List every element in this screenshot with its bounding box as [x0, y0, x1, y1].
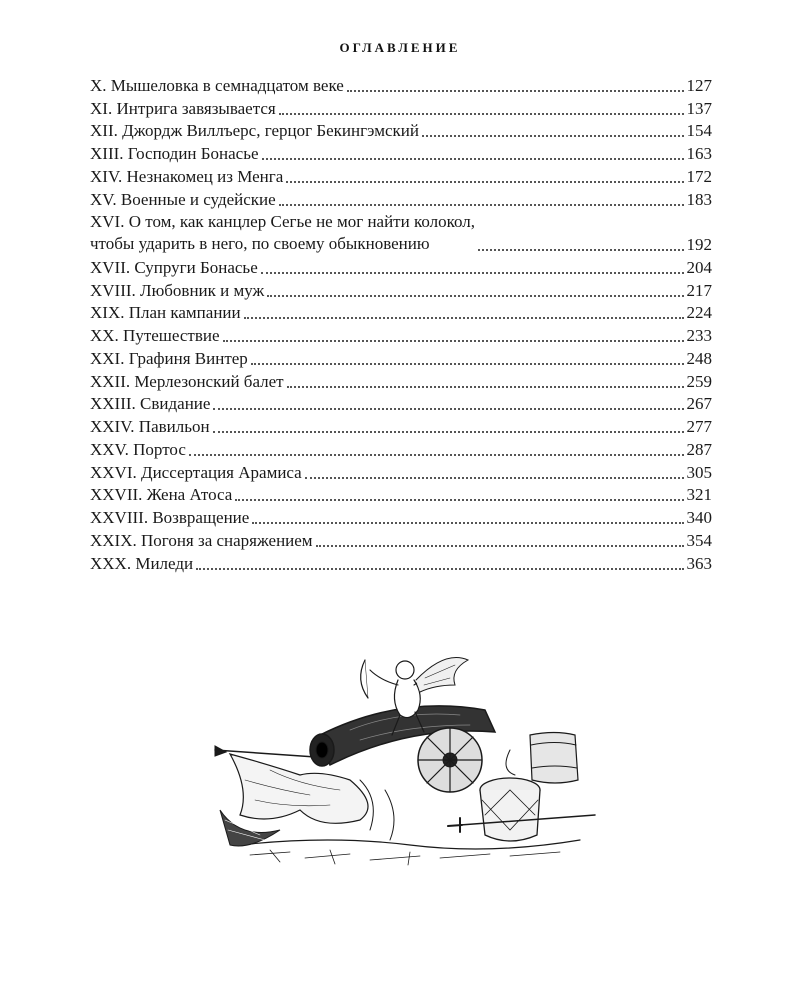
toc-entry-page: 287: [686, 439, 712, 459]
dot-leader: [223, 340, 684, 342]
dot-leader: [252, 522, 683, 524]
dot-leader: [196, 568, 683, 570]
toc-entry-page: 321: [686, 485, 712, 505]
toc-entry-page: 172: [686, 166, 712, 186]
toc-entry-title: XX. Путешествие: [90, 326, 220, 345]
toc-entry-title: XXII. Мерлезонский балет: [90, 371, 284, 391]
toc-entry-title: XIV. Незнакомец из Менга: [90, 166, 284, 186]
toc-entry-page: 224: [686, 303, 712, 323]
toc-entry-page: 363: [686, 553, 712, 573]
toc-entry-page: 137: [686, 98, 712, 118]
dot-leader: [422, 135, 684, 137]
toc-entry-page: 248: [686, 348, 712, 368]
toc-entry-title: XXIV. Павильон: [90, 417, 210, 436]
toc-entry-page: 163: [686, 144, 712, 163]
page-title: ОГЛАВЛЕНИЕ: [339, 40, 461, 55]
toc-entry-page: 183: [686, 189, 712, 209]
table-of-contents: [90, 74, 712, 575]
dot-leader: [251, 363, 684, 365]
toc-entry-title: XII. Джордж Виллъерс, герцог Бекингэмский: [90, 121, 419, 141]
toc-entry-title: XV. Военные и судейские: [90, 189, 276, 209]
toc-entry-16[interactable]: [90, 211, 712, 257]
dot-leader: [286, 181, 683, 183]
dot-leader: [267, 295, 683, 297]
toc-entry-15[interactable]: [90, 188, 712, 211]
toc-entry-10[interactable]: [90, 74, 712, 97]
toc-entry-28[interactable]: [90, 506, 712, 529]
dot-leader: [279, 113, 684, 115]
dot-leader: [213, 408, 683, 410]
dot-leader: [478, 249, 683, 251]
toc-entry-22[interactable]: [90, 370, 712, 393]
toc-entry-13[interactable]: [90, 142, 712, 165]
toc-entry-19[interactable]: [90, 302, 712, 325]
toc-entry-title: XIII. Господин Бонасье: [90, 144, 259, 163]
toc-entry-title: XXVII. Жена Атоса: [90, 485, 233, 505]
dot-leader: [244, 317, 684, 319]
toc-entry-26[interactable]: [90, 461, 712, 484]
dot-leader: [261, 272, 684, 274]
dot-leader: [287, 386, 684, 388]
toc-entry-14[interactable]: [90, 165, 712, 188]
toc-entry-title: XVII. Супруги Бонасье: [90, 257, 258, 277]
toc-entry-title-line1: XVI. О том, как канцлер Сегье не мог найти колокол,: [90, 211, 476, 231]
toc-entry-title: XIX. План кампании: [90, 303, 241, 323]
toc-entry-page: 277: [686, 417, 712, 436]
toc-entry-title: XXIX. Погоня за снаряжением: [90, 530, 313, 550]
toc-entry-page: 192: [686, 235, 712, 254]
toc-entry-page: 154: [686, 121, 712, 141]
toc-entry-title: [90, 211, 475, 257]
toc-entry-page: 259: [686, 371, 712, 391]
toc-entry-29[interactable]: [90, 529, 712, 552]
dot-leader: [262, 158, 684, 160]
toc-entry-23[interactable]: [90, 393, 712, 416]
toc-entry-20[interactable]: [90, 324, 712, 347]
engraving-cupid-cannon-vignette-icon: [210, 640, 600, 880]
dot-leader: [305, 477, 684, 479]
toc-entry-title: XXX. Миледи: [90, 553, 194, 573]
dot-leader: [213, 431, 684, 433]
toc-entry-21[interactable]: [90, 347, 712, 370]
toc-entry-page: 340: [686, 508, 712, 527]
toc-entry-page: 127: [686, 75, 712, 95]
dot-leader: [279, 204, 684, 206]
dot-leader: [189, 454, 684, 456]
toc-entry-page: 267: [686, 394, 712, 414]
toc-entry-page: 217: [686, 280, 712, 300]
toc-entry-title: XXVI. Диссертация Арамиса: [90, 462, 302, 482]
toc-entry-27[interactable]: [90, 484, 712, 507]
toc-entry-25[interactable]: [90, 438, 712, 461]
toc-entry-title: X. Мышеловка в семнадцатом веке: [90, 75, 344, 95]
toc-entry-title: XI. Интрига завязывается: [90, 98, 276, 118]
toc-entry-page: 204: [686, 257, 712, 277]
dot-leader: [235, 499, 683, 501]
toc-entry-12[interactable]: [90, 120, 712, 143]
toc-entry-title: XXI. Графиня Винтер: [90, 348, 248, 368]
toc-entry-page: 233: [686, 326, 712, 345]
toc-entry-title: XXIII. Свидание: [90, 394, 211, 414]
dot-leader: [347, 90, 684, 92]
toc-entry-30[interactable]: [90, 552, 712, 575]
toc-entry-title: XVIII. Любовник и муж: [90, 280, 265, 300]
toc-entry-24[interactable]: [90, 415, 712, 438]
toc-entry-page: 354: [686, 530, 712, 550]
toc-entry-11[interactable]: [90, 97, 712, 120]
toc-entry-page: 305: [686, 462, 712, 482]
toc-entry-title: XXVIII. Возвращение: [90, 508, 250, 527]
dot-leader: [316, 545, 684, 547]
toc-entry-18[interactable]: [90, 279, 712, 302]
toc-entry-17[interactable]: [90, 256, 712, 279]
toc-entry-title-line2: чтобы ударить в него, по своему обыкновению: [90, 234, 430, 254]
toc-entry-title: XXV. Портос: [90, 439, 186, 459]
